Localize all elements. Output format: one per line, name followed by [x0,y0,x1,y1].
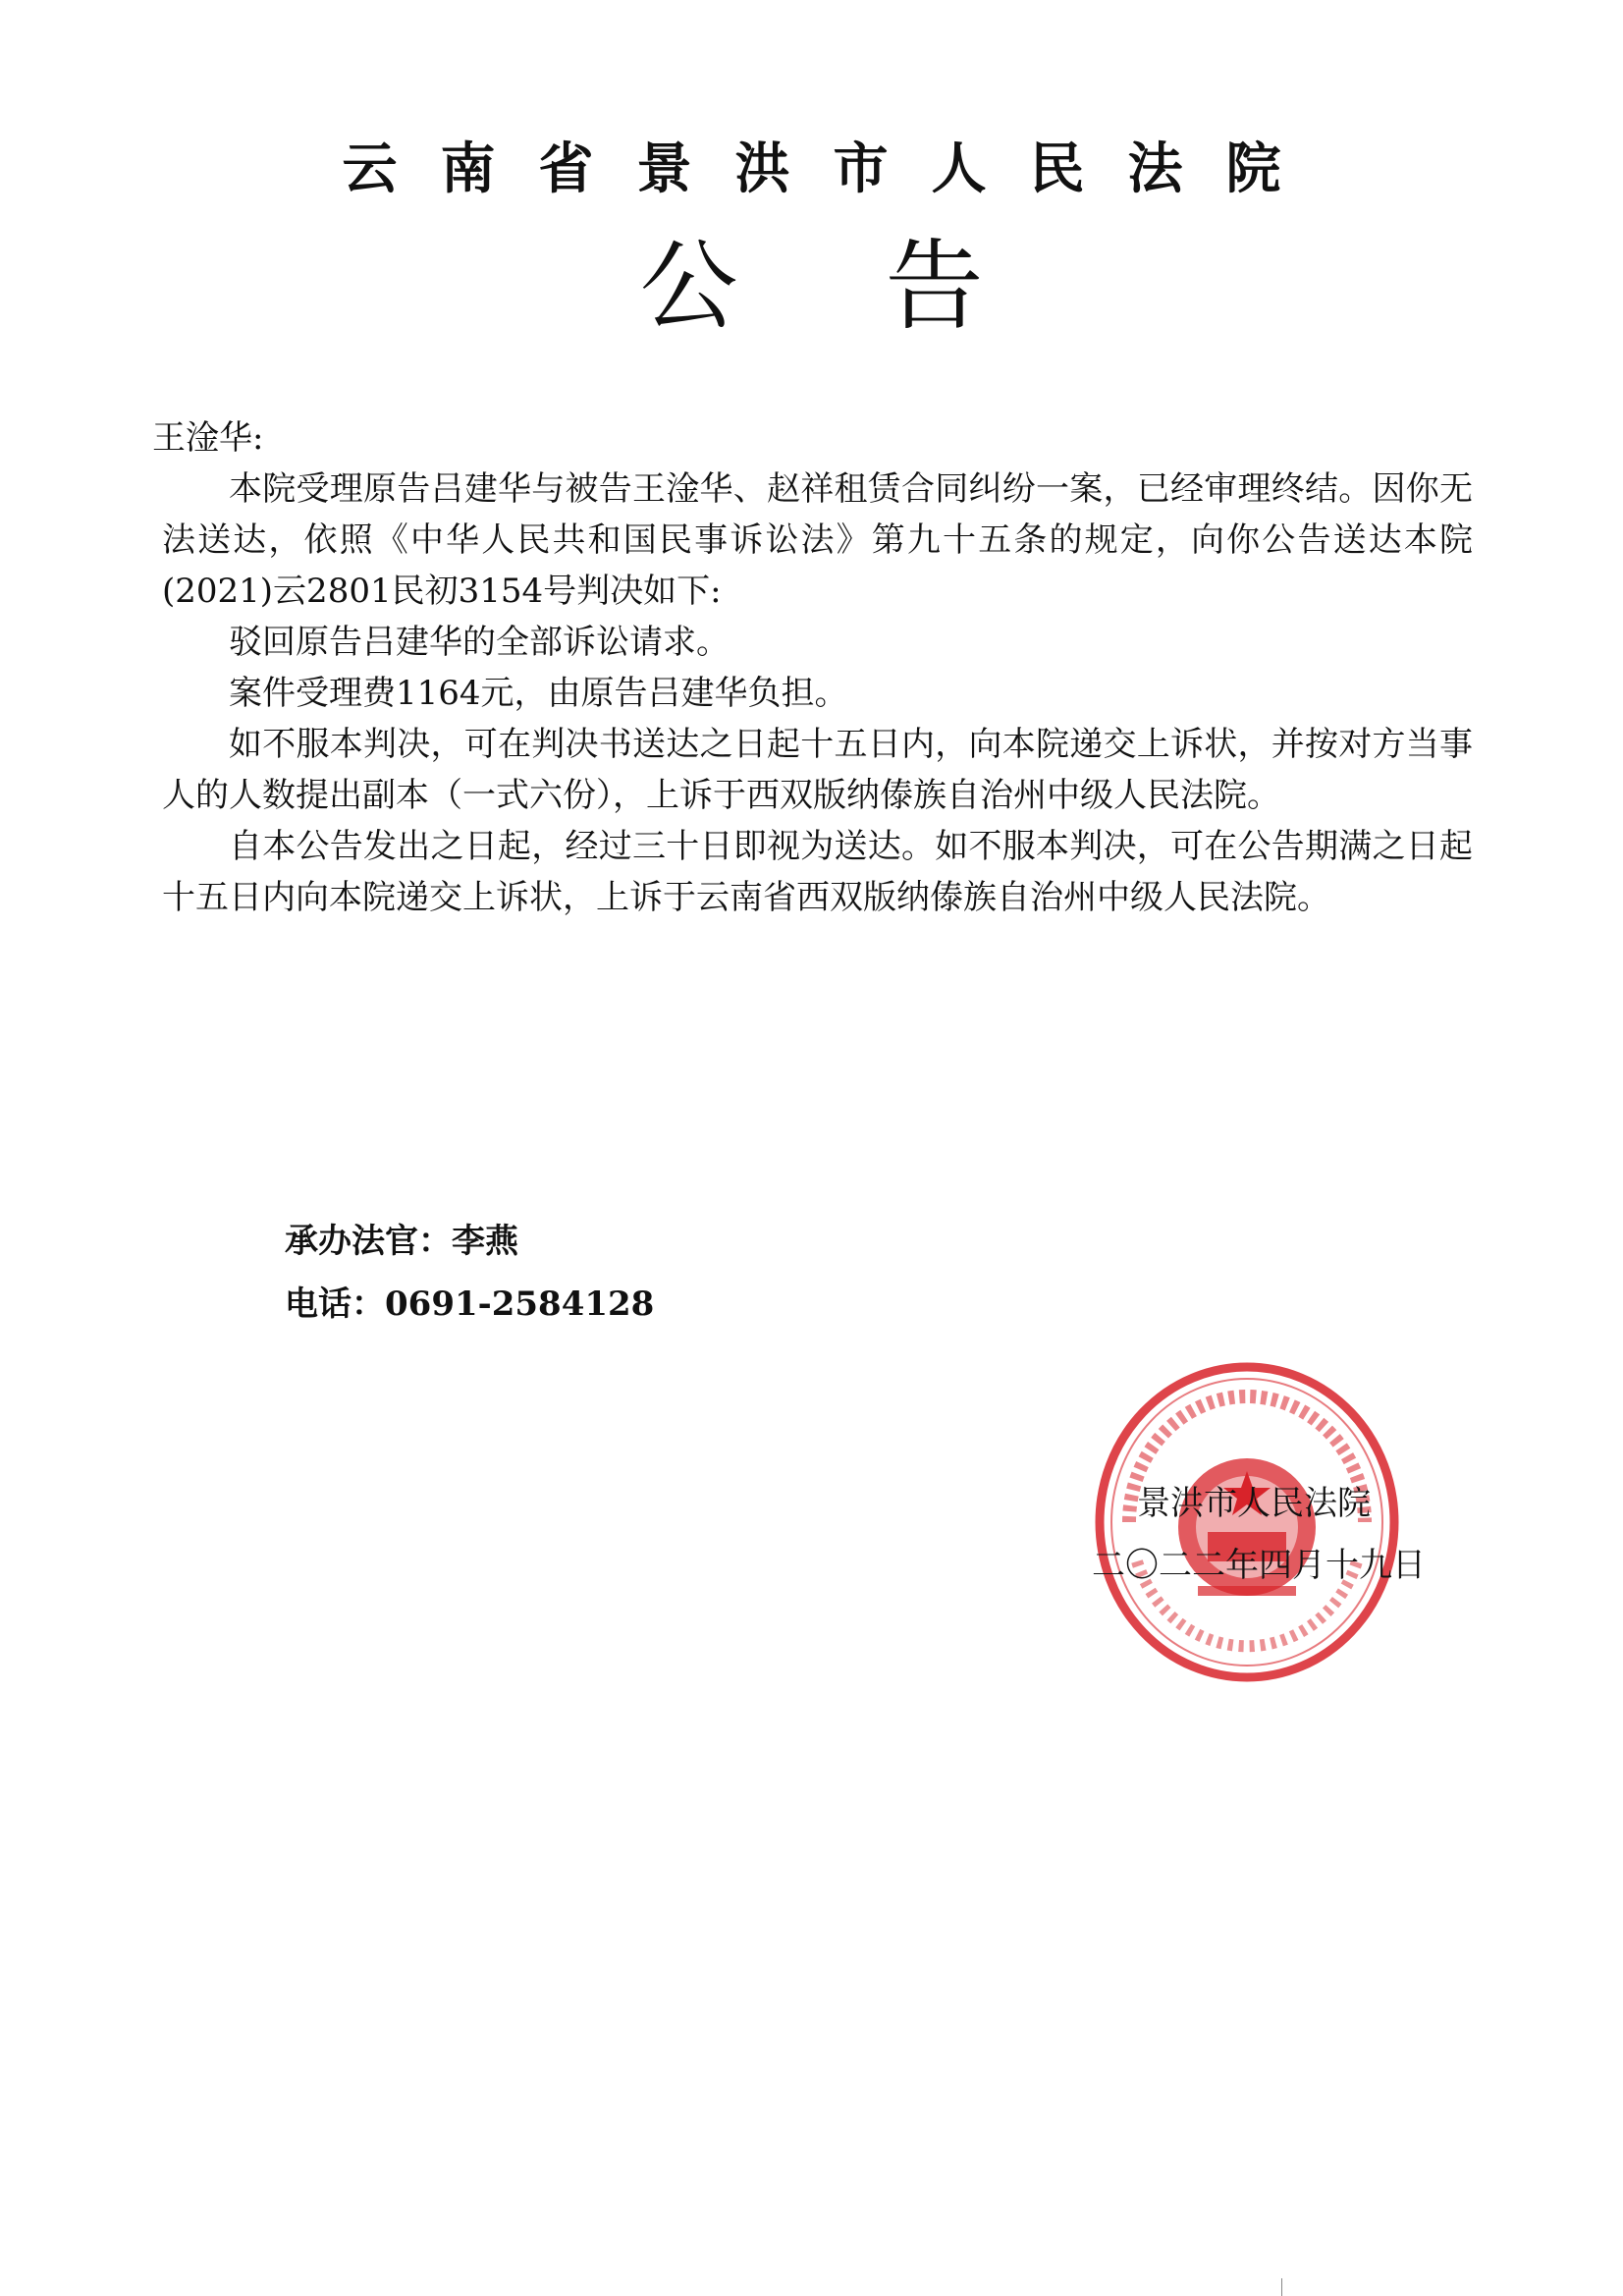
presiding-judge: 承办法官：李燕 [285,1222,518,1261]
signature-court-name: 景洪市人民法院 [1137,1484,1371,1523]
body-paragraph-case: 本院受理原告吕建华与被告王淦华、赵祥租赁合同纠纷一案，已经审理终结。因你无法送达，依照《中华人民共和国民事诉讼法》第九十五条的规定，向你公告送达本院(2021)云2801民初3154号判决如下: [162,469,1473,611]
addressee: 王淦华: [152,418,264,458]
body-paragraph-appeal: 如不服本判决，可在判决书送达之日起十五日内，向本院递交上诉状，并按对方当事人的人数提出副本（一式六份），上诉于西双版纳傣族自治州中级人民法院。 [162,725,1473,815]
scan-edge-mark [1281,2278,1282,2296]
notice-body [162,464,1473,923]
court-name-title: 云南省景洪市人民法院 [342,137,1325,201]
body-paragraph-judgment: 驳回原告吕建华的全部诉讼请求。 [229,623,730,662]
document-type-title: 公告 [639,229,1131,344]
contact-phone: 电话：0691-2584128 [285,1285,655,1324]
body-paragraph-fee: 案件受理费1164元，由原告吕建华负担。 [229,674,848,713]
body-paragraph-service: 自本公告发出之日起，经过三十日即视为送达。如不服本判决，可在公告期满之日起十五日内向本院递交上诉状，上诉于云南省西双版纳傣族自治州中级人民法院。 [162,827,1473,917]
signature-date: 二〇二二年四月十九日 [1092,1546,1426,1585]
